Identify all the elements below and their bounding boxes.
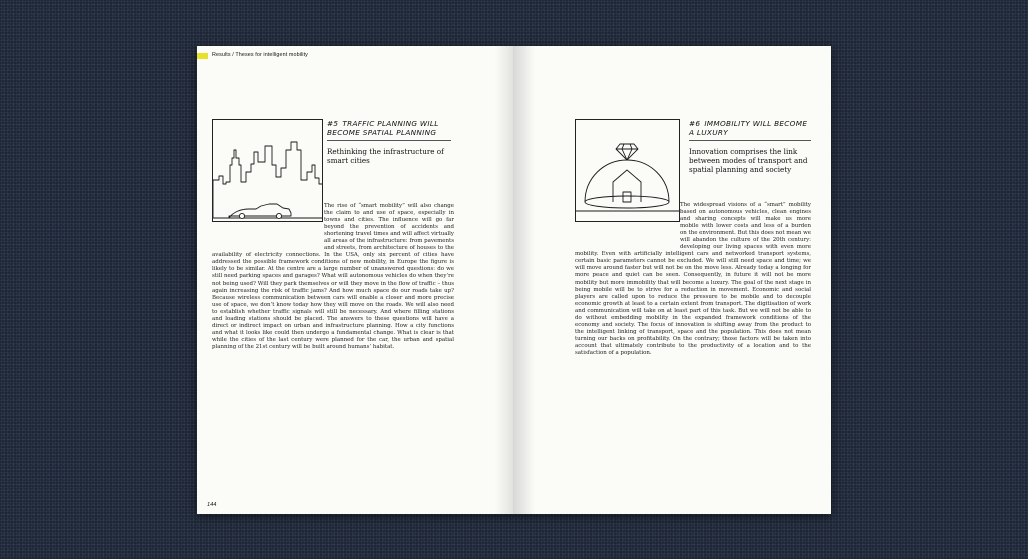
thesis-6-title: IMMOBILITY WILL BECOME A LUXURY [689, 119, 808, 137]
accent-marker [197, 53, 208, 59]
thesis-5-number: #5 [327, 119, 339, 128]
thesis-5 [327, 119, 451, 165]
book-spread [197, 46, 831, 514]
gutter-shadow-left [495, 46, 513, 514]
thesis-6-body: The widespread visions of a “smart” mobility based on autonomous vehicles, clean engines and sharing concepts will make us more mobile with lower costs and less of a burden on the environment. But this does not mean we will abandon the culture of the 20th century: developing our living spaces with even more mobility. Even with artificially intelligent cars and networked transport systems, certain basic parameters cannot be excluded. We will still need space and time; we will move around faster but will not be on the move less. Already today a longing for more peace and quiet can be seen. Consequently, in future it will not be more mobility but more immobility that will become a luxury. The goal of the next stage in being mobile will be to strive for a reduction in movement. Economic and social players are called upon to reduce the pressure to be mobile and to decouple economic growth at least to a certain extent from transport. The digitisation of work and communication will take on at least part of this task. But we will not be able to do without embedding mobility in the expanded framework conditions of the economy and society. The focus of innovation is shifting away from the product to the intelligent linking of transport, space and the population. This does not mean turning our backs on profitability. On the contrary; those factors will be taken into account that ultimately contribute to the productivity of a location and to the satisfaction of a population. [575, 202, 811, 356]
left-page [197, 46, 513, 514]
right-page [513, 46, 831, 514]
thesis-6-subtitle: Innovation comprises the link between modes of transport and spatial planning and society [689, 147, 808, 174]
running-head: Results / Theses for intelligent mobility [212, 52, 308, 58]
thesis-5-body: The rise of “smart mobility” will also change the claim to and use of space, especially in towns and cities. The influence will go far beyond the prevention of accidents and shortening travel times and will affect virtually all areas of the infrastructure: from pavements and streets, from architecture of houses to the availability of electricity connections. In the USA, only six percent of cities have addressed the possible framework conditions of new mobility, in Europe the figure is likely to be similar. At the centre are a large number of unanswered questions: do we still need parking spaces and garages? What will autonomous vehicles do when they’re not being used? Will they park themselves or will they move in the flow of traffic – thus again increasing the risk of traffic jams? And how much space do our roads take up? Because wireless communication between cars will enable a closer and more precise use of space, we don’t know today how they will move on the roads. We will also need to establish whether traffic signals will still be necessary. And where filling stations and loading stations should be placed. The answers to these questions will have a direct or indirect impact on urban and infrastructure planning. How a city functions and what it looks like could then undergo a fundamental change. What is clear is that while the cities of the last century were planned for the car, the urban and spatial planning of the 21st century will be built around humans’ habitat. [212, 203, 454, 350]
thesis-5-heading [327, 119, 451, 141]
thesis-6 [689, 119, 811, 174]
thesis-6-number: #6 [689, 119, 701, 128]
thesis-6-heading [689, 119, 811, 141]
page-number: 144 [207, 502, 217, 508]
gutter-shadow-right [513, 46, 535, 514]
thesis-5-title: TRAFFIC PLANNING WILL BECOME SPATIAL PLANNING [327, 119, 439, 137]
thesis-5-subtitle: Rethinking the infrastructure of smart cities [327, 147, 444, 165]
